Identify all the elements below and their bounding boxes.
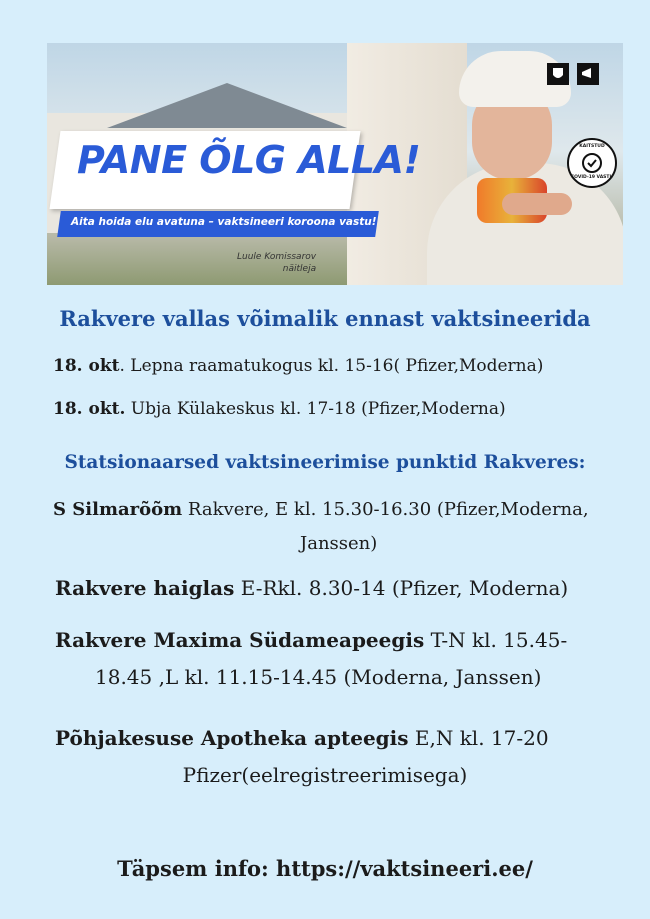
banner-subline: Aita hoida elu avatuna – vaktsineeri koroona vastu! bbox=[71, 216, 377, 228]
point-name: Rakvere haiglas bbox=[55, 576, 235, 600]
point-silmaroom-cont: Janssen) bbox=[300, 533, 378, 554]
point-text: E-Rkl. 8.30-14 (Pfizer, Moderna) bbox=[234, 576, 569, 600]
caption-name: Luule Komissarov bbox=[237, 252, 317, 262]
point-name: S Silmarõõm bbox=[53, 499, 183, 520]
schedule-item-ubja bbox=[53, 399, 506, 419]
point-text: E,N kl. 17-20 bbox=[408, 726, 549, 750]
section1-title: Rakvere vallas võimalik ennast vaktsineerida bbox=[59, 306, 591, 331]
point-silmaroom bbox=[53, 499, 589, 520]
megaphone-icon bbox=[577, 63, 599, 85]
coat-of-arms-logo bbox=[547, 63, 569, 85]
footer-info-link[interactable]: Täpsem info: https://vaktsineeri.ee/ bbox=[117, 856, 533, 881]
point-text: Rakvere, E kl. 15.30-16.30 (Pfizer,Moderna, bbox=[182, 499, 589, 520]
caption-role: näitleja bbox=[282, 264, 317, 274]
house-roof bbox=[107, 83, 347, 128]
coat-of-arms-icon bbox=[547, 63, 569, 85]
schedule-date: 18. okt. bbox=[53, 399, 126, 419]
point-haigla bbox=[55, 576, 568, 600]
seal-top-text: KAITSTUD bbox=[579, 144, 605, 149]
point-apotheka-cont: Pfizer(eelregistreerimisega) bbox=[182, 763, 468, 787]
protected-seal bbox=[567, 138, 617, 188]
schedule-text: . Lepna raamatukogus kl. 15-16( Pfizer,Moderna) bbox=[119, 356, 544, 376]
checkmark-icon bbox=[582, 153, 602, 173]
section2-title: Statsionaarsed vaktsineerimise punktid Rakveres: bbox=[64, 452, 586, 473]
point-maxima bbox=[55, 628, 567, 652]
point-name: Rakvere Maxima Südameapeegis bbox=[55, 628, 425, 652]
schedule-date: 18. okt bbox=[53, 356, 120, 376]
covid-logo bbox=[577, 63, 599, 85]
pointing-hand bbox=[502, 193, 572, 215]
point-maxima-cont: 18.45 ,L kl. 11.15-14.45 (Moderna, Janssen) bbox=[95, 665, 542, 689]
schedule-text: Ubja Külakeskus kl. 17-18 (Pfizer,Moderna) bbox=[125, 399, 506, 419]
point-name: Põhjakesuse Apotheka apteegis bbox=[55, 726, 409, 750]
banner-headline: PANE ÕLG ALLA! bbox=[77, 138, 421, 182]
schedule-item-lepna bbox=[53, 356, 543, 376]
seal-bottom-text: COVID-19 VASTU bbox=[570, 175, 614, 180]
point-text: T-N kl. 15.45- bbox=[424, 628, 568, 652]
point-apotheka bbox=[55, 726, 549, 750]
photo-caption bbox=[237, 251, 316, 275]
campaign-banner bbox=[47, 43, 623, 285]
